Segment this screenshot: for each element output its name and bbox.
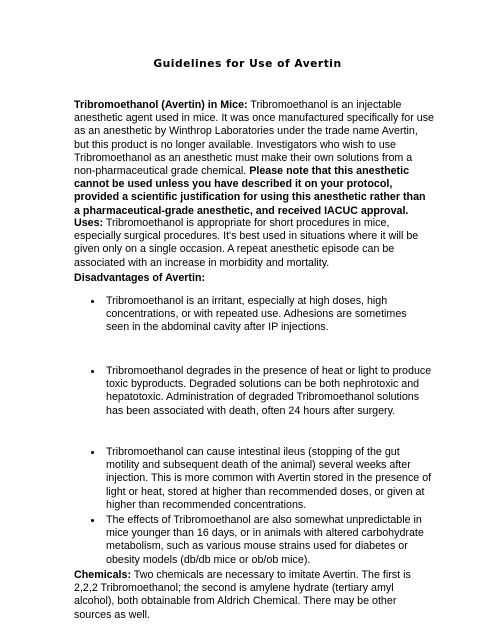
bullet-icon [91,451,94,454]
chemicals-text: Two chemicals are necessary to imitate Avertin. The first is 2,2,2 Tribromoethanol; the second is amylene hydrate (tertiary amyl alcohol), both obtainable from Aldrich Chemical. There may be other sources as well. [74,569,411,621]
chemicals-heading: Chemicals: [74,569,132,581]
list-item-text: The effects of Tribromoethanol are also somewhat unpredictable in mice younger than 16 days, or in animals with altered carbohydrate metabolism, such as various mouse strains used for diabetes or obesity models (db/db mice or ob/ob mice). [106,514,424,566]
bullet-icon [91,300,94,303]
bullet-icon [91,519,94,522]
list-item-text: Tribromoethanol degrades in the presence of heat or light to produce toxic byproducts. Degraded solutions can be both nephrotoxic and hepatotoxic. Administration of degraded Tribromoethanol solutions has been associated with death, often 24 hours after surgery. [106,365,432,417]
bullet-icon [91,370,94,373]
list-item-text: Tribromoethanol can cause intestinal ileus (stopping of the gut motility and subsequent death of the animal) several weeks after injection. This is more common with Avertin stored in the presence of light or heat, stored at higher than recommended doses, or given at higher than recommended concentrations. [106,446,432,511]
intro-heading: Tribromoethanol (Avertin) in Mice: [74,99,248,111]
uses-text: Tribromoethanol is appropriate for short procedures in mice, especially surgical procedures. It's best used in situations where it will be given only on a single occasion. A repeat anesthetic episode can be associated with an increase in morbidity and mortality. [74,217,419,269]
disadvantages-heading: Disadvantages of Avertin: [74,272,206,284]
intro-paragraph [74,99,434,218]
uses-paragraph [74,217,434,270]
intro-text: Tribromoethanol is an injectable anesthetic agent used in mice. It was once manufactured specifically for use as an anesthetic by Winthrop Laboratories under the trade name Avertin, but this product is no longer available. Investigators who wish to use Tribromoethanol as an anesthetic must make their own solutions from a non-pharmaceutical grade chemical. [74,99,435,178]
uses-heading: Uses: [74,217,104,229]
chemicals-paragraph [74,569,434,622]
list-item-text: Tribromoethanol is an irritant, especially at high doses, high concentrations, or with repeated use. Adhesions are sometimes seen in the abdominal cavity after IP injections. [106,295,407,334]
intro-emphasis: Please note that this anesthetic cannot be used unless you have described it on your protocol, provided a scientific justification for using this anesthetic rather than a pharmaceutical-grade anesthetic, and received IACUC approval. [74,165,426,217]
document-title: Guidelines for Use of Avertin [153,57,342,70]
